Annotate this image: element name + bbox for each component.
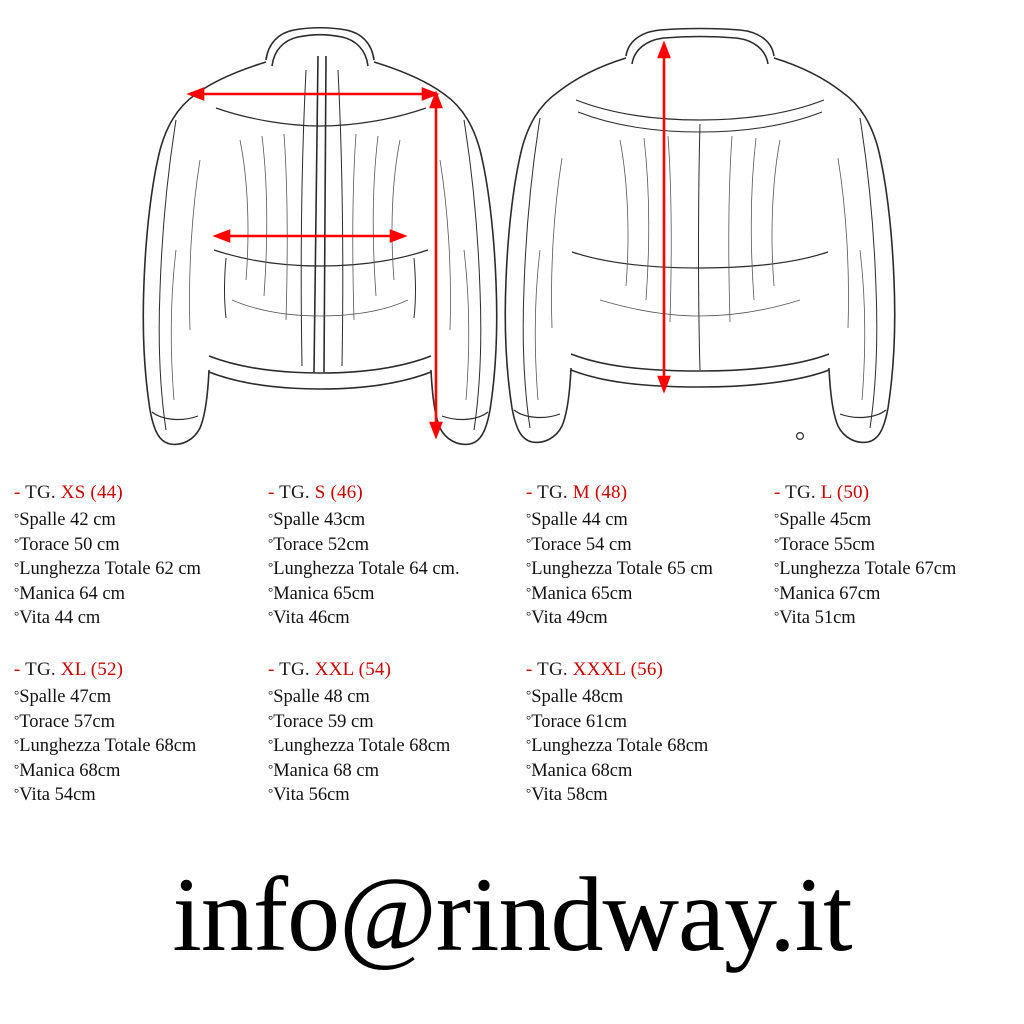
size-line-torace: °Torace 52cm: [268, 534, 369, 555]
size-line-value: Spalle 48cm: [531, 686, 624, 707]
size-line-value: Manica 65cm: [531, 583, 633, 604]
jacket-back-view: [505, 29, 895, 443]
size-line-value: Lunghezza Totale 68cm: [19, 736, 197, 757]
size-line-torace: °Torace 59 cm: [268, 711, 374, 732]
shoulder-width-arrow: [190, 89, 436, 99]
size-code: S (46): [314, 482, 363, 503]
contact-email: info@rindway.it: [172, 856, 852, 973]
size-line-torace: °Torace 54 cm: [526, 534, 632, 555]
size-line-spalle: °Spalle 44 cm: [526, 510, 628, 530]
size-code: L (50): [820, 482, 870, 503]
size-code: XXL (54): [314, 658, 392, 680]
size-line-value: Manica 68cm: [531, 760, 633, 781]
size-table: [0, 482, 1024, 808]
size-line-value: Manica 67cm: [779, 583, 881, 604]
size-title-l: [774, 482, 1010, 504]
size-tg-label: TG.: [537, 658, 568, 680]
size-dash: -: [14, 658, 21, 680]
size-title-xl: [14, 659, 252, 681]
size-line-vita: °Vita 58cm: [526, 785, 608, 806]
size-line-manica: °Manica 68 cm: [268, 760, 380, 781]
size-line-value: Manica 68 cm: [273, 760, 380, 781]
size-line-value: Spalle 47cm: [19, 686, 112, 707]
size-code: XS (44): [60, 482, 123, 503]
size-line-lunghezza: °Lunghezza Totale 62 cm: [14, 559, 201, 580]
size-block-m: [516, 482, 766, 631]
size-line-torace: °Torace 50 cm: [14, 534, 120, 555]
size-tg-label: TG.: [537, 482, 568, 503]
size-line-manica: °Manica 68cm: [526, 760, 633, 781]
size-line-lunghezza: °Lunghezza Totale 68cm: [14, 736, 197, 757]
size-line-vita: °Vita 51cm: [774, 608, 856, 629]
size-block-xxl: [258, 659, 516, 808]
size-dash: -: [14, 482, 21, 503]
size-line-value: Torace 59 cm: [273, 711, 374, 732]
size-line-value: Vita 49cm: [531, 608, 608, 629]
size-line-value: Lunghezza Totale 67cm: [779, 559, 957, 580]
jacket-measurement-illustration: [0, 0, 1024, 470]
size-line-spalle: °Spalle 47cm: [14, 686, 112, 707]
size-tg-label: TG.: [25, 482, 56, 503]
size-line-value: Vita 58cm: [531, 785, 608, 806]
size-line-value: Torace 50 cm: [19, 534, 120, 555]
size-title-xxxl: [526, 659, 760, 681]
size-line-spalle: °Spalle 48cm: [526, 686, 624, 707]
size-block-l: [766, 482, 1016, 631]
size-line-value: Spalle 42 cm: [19, 510, 116, 530]
size-tg-label: TG.: [785, 482, 816, 503]
size-line-manica: °Manica 65cm: [268, 583, 375, 604]
size-line-lunghezza: °Lunghezza Totale 67cm: [774, 559, 957, 580]
chest-width-arrow: [216, 231, 404, 241]
size-line-value: Manica 68cm: [19, 760, 121, 781]
back-total-length-arrow: [659, 44, 669, 390]
size-row-1: [0, 482, 1024, 631]
size-line-value: Torace 61cm: [531, 711, 627, 732]
size-line-value: Vita 56cm: [273, 785, 350, 806]
size-line-value: Vita 54cm: [19, 785, 96, 806]
size-line-spalle: °Spalle 42 cm: [14, 510, 116, 530]
size-line-lunghezza: °Lunghezza Totale 68cm: [268, 736, 451, 757]
size-line-spalle: °Spalle 43cm: [268, 510, 366, 530]
size-dash: -: [526, 658, 533, 680]
size-code: XXXL (56): [572, 658, 664, 680]
size-line-vita: °Vita 54cm: [14, 785, 96, 806]
size-line-value: Vita 44 cm: [19, 608, 101, 629]
size-line-vita: °Vita 44 cm: [14, 608, 101, 629]
size-line-torace: °Torace 61cm: [526, 711, 627, 732]
size-code: XL (52): [60, 658, 124, 680]
size-line-value: Torace 55cm: [779, 534, 875, 555]
size-line-lunghezza: °Lunghezza Totale 65 cm: [526, 559, 713, 580]
size-line-vita: °Vita 46cm: [268, 608, 350, 629]
size-tg-label: TG.: [25, 658, 56, 680]
size-line-value: Manica 65cm: [273, 583, 375, 604]
size-line-manica: °Manica 68cm: [14, 760, 121, 781]
size-line-value: Spalle 48 cm: [273, 686, 370, 707]
size-line-value: Spalle 43cm: [273, 510, 366, 530]
size-title-s: [268, 482, 510, 504]
size-line-value: Lunghezza Totale 68cm: [273, 736, 451, 757]
size-tg-label: TG.: [279, 482, 310, 503]
size-line-lunghezza: °Lunghezza Totale 64 cm.: [268, 559, 460, 580]
size-dash: -: [268, 482, 275, 503]
size-line-value: Vita 51cm: [779, 608, 856, 629]
size-line-spalle: °Spalle 48 cm: [268, 686, 370, 707]
size-line-manica: °Manica 64 cm: [14, 583, 126, 604]
size-line-value: Manica 64 cm: [19, 583, 126, 604]
size-dash: -: [268, 658, 275, 680]
size-line-vita: °Vita 56cm: [268, 785, 350, 806]
size-title-m: [526, 482, 760, 504]
size-title-xxl: [268, 659, 510, 681]
size-line-spalle: °Spalle 45cm: [774, 510, 872, 530]
size-line-value: Torace 52cm: [273, 534, 369, 555]
size-line-value: Spalle 45cm: [779, 510, 872, 530]
size-block-xxxl: [516, 659, 766, 808]
size-row-2: [0, 659, 1024, 808]
size-dash: -: [526, 482, 533, 503]
size-dash: -: [774, 482, 781, 503]
size-line-torace: °Torace 55cm: [774, 534, 875, 555]
size-block-xl: [0, 659, 258, 808]
size-line-value: Lunghezza Totale 65 cm: [531, 559, 713, 580]
size-code: M (48): [572, 482, 628, 503]
size-line-value: Lunghezza Totale 64 cm.: [273, 559, 460, 580]
size-line-manica: °Manica 67cm: [774, 583, 881, 604]
size-line-value: Spalle 44 cm: [531, 510, 628, 530]
size-line-manica: °Manica 65cm: [526, 583, 633, 604]
size-line-value: Lunghezza Totale 68cm: [531, 736, 709, 757]
size-line-value: Vita 46cm: [273, 608, 350, 629]
size-line-lunghezza: °Lunghezza Totale 68cm: [526, 736, 709, 757]
size-line-value: Torace 57cm: [19, 711, 115, 732]
size-block-s: [258, 482, 516, 631]
size-line-vita: °Vita 49cm: [526, 608, 608, 629]
size-block-xs: [0, 482, 258, 631]
size-line-value: Torace 54 cm: [531, 534, 632, 555]
size-line-torace: °Torace 57cm: [14, 711, 115, 732]
size-title-xs: [14, 482, 252, 504]
size-line-value: Lunghezza Totale 62 cm: [19, 559, 201, 580]
size-tg-label: TG.: [279, 658, 310, 680]
